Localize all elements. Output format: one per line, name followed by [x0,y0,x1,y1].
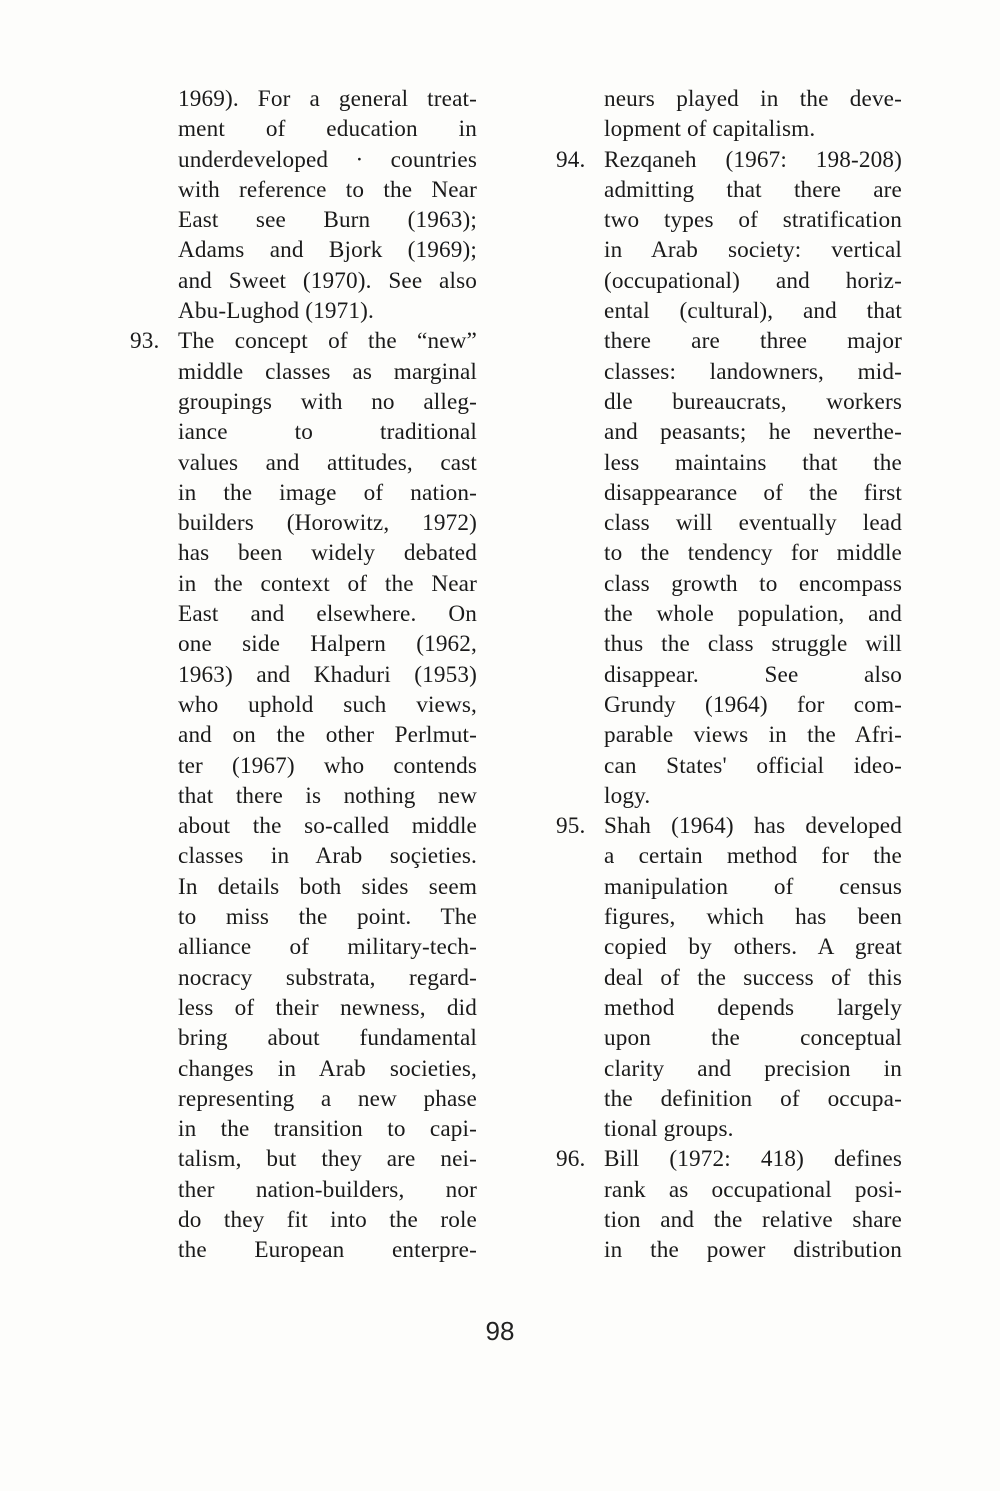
text-line [556,841,902,871]
line-text: in the context of the Near [178,570,477,597]
text-line [130,296,477,326]
note-number: 95. [556,813,586,840]
text-line [130,266,477,296]
text-line [130,569,477,599]
text-line [556,175,902,205]
line-text: talism, but they are nei- [178,1146,477,1173]
text-line [556,1023,902,1053]
text-line [130,145,477,175]
page-number: 98 [485,1316,515,1346]
text-line [556,205,902,235]
text-line [556,84,902,114]
text-line [130,357,477,387]
line-text: tional groups. [604,1116,734,1143]
line-text: to the tendency for middle [604,540,902,567]
line-text: Abu-Lughod (1971). [178,298,374,325]
line-text: iance to traditional [178,419,477,446]
text-line [130,448,477,478]
text-line [130,538,477,568]
line-text: ther nation-builders, nor [178,1176,477,1203]
text-line [556,296,902,326]
line-text: middle classes as marginal [178,358,477,385]
line-text: disappear. See also [604,661,902,688]
text-line [556,1235,902,1265]
text-line [130,1054,477,1084]
text-line [556,1114,902,1144]
text-line [130,629,477,659]
text-line [130,1205,477,1235]
text-line [556,1054,902,1084]
line-text: parable views in the Afri- [604,722,902,749]
text-line [556,417,902,447]
line-text: The concept of the “new” [178,328,477,355]
text-line [556,1144,902,1174]
line-text: 1969). For a general treat- [178,86,477,112]
text-line [130,1235,477,1265]
text-line [130,690,477,720]
line-text: a certain method for the [604,843,902,870]
line-text: underdeveloped · countries [178,146,477,173]
line-text: (occupational) and horiz- [604,267,902,294]
text-line [556,538,902,568]
text-line [556,1175,902,1205]
line-text: and on the other Perlmut- [178,722,477,749]
text-line [130,1144,477,1174]
line-text: Adams and Bjork (1969); [178,237,477,264]
line-text: Grundy (1964) for com- [604,691,902,718]
text-line [130,175,477,205]
text-line [556,387,902,417]
line-text: ental (cultural), and that [604,298,902,325]
line-text: values and attitudes, cast [178,449,477,476]
text-line [556,660,902,690]
line-text: who uphold such views, [178,691,477,718]
text-line [130,720,477,750]
line-text: logy. [604,782,651,809]
text-line [130,1084,477,1114]
text-line [130,387,477,417]
line-text: bring about fundamental [178,1025,477,1052]
line-text: figures, which has been [604,904,902,931]
text-line [130,508,477,538]
text-line [556,145,902,175]
text-line [556,448,902,478]
line-text: in the power distribution [604,1237,902,1264]
line-text: ter (1967) who contends [178,752,477,779]
line-text: do they fit into the role [178,1206,477,1233]
line-text: to miss the point. The [178,904,477,931]
text-line [556,508,902,538]
text-line [556,599,902,629]
text-line [130,932,477,962]
line-text: one side Halpern (1962, [178,631,477,658]
line-text: about the so-called middle [178,813,477,840]
line-text: East see Burn (1963); [178,207,477,234]
text-line [556,478,902,508]
line-text: ment of education in [178,116,477,143]
text-line [556,811,902,841]
line-text: upon the conceptual [604,1025,902,1052]
text-line [130,478,477,508]
line-text: rank as occupational posi- [604,1176,902,1203]
text-line [556,114,902,144]
line-text: can States' official ideo- [604,752,902,779]
line-text: neurs played in the deve- [604,86,902,112]
text-line [130,1114,477,1144]
line-text: there are three major [604,328,902,355]
line-text: in the image of nation- [178,479,477,506]
text-line [556,963,902,993]
line-text: builders (Horowitz, 1972) [178,510,477,537]
line-text: lopment of capitalism. [604,116,816,143]
text-line [556,720,902,750]
text-line [556,932,902,962]
line-text: 1963) and Khaduri (1953) [178,661,477,688]
text-line [556,690,902,720]
line-text: class growth to encompass [604,570,902,597]
text-line [556,902,902,932]
text-line [130,902,477,932]
text-line [130,660,477,690]
text-line [130,205,477,235]
text-line [556,569,902,599]
text-line [556,993,902,1023]
text-line [556,872,902,902]
text-line [556,781,902,811]
text-line [130,1023,477,1053]
line-text: tion and the relative share [604,1206,902,1233]
line-text: East and elsewhere. On [178,601,477,628]
line-text: representing a new phase [178,1085,477,1112]
line-text: dle bureaucrats, workers [604,388,902,415]
text-line [556,326,902,356]
line-text: and Sweet (1970). See also [178,267,477,294]
line-text: the European enterpre- [178,1237,477,1264]
line-text: admitting that there are [604,176,902,203]
line-text: method depends largely [604,994,902,1021]
line-text: groupings with no alleg- [178,388,477,415]
line-text: In details both sides seem [178,873,477,900]
line-text: has been widely debated [178,540,477,567]
text-line [130,235,477,265]
text-line [130,751,477,781]
line-text: deal of the success of this [604,964,902,991]
line-text: with reference to the Near [178,176,477,203]
line-text: and peasants; he neverthe- [604,419,902,446]
text-line [556,751,902,781]
text-line [130,872,477,902]
line-text: thus the class struggle will [604,631,902,658]
line-text: the whole population, and [604,601,902,628]
line-text: Rezqaneh (1967: 198-208) [604,146,902,173]
line-text: Shah (1964) has developed [604,813,902,840]
line-text: Bill (1972: 418) defines [604,1146,902,1173]
text-line [556,1205,902,1235]
text-line [130,811,477,841]
line-text: in Arab society: vertical [604,237,902,264]
line-text: classes: landowners, mid- [604,358,902,385]
text-line [556,235,902,265]
line-text: alliance of military-tech- [178,934,477,961]
line-text: two types of stratification [604,207,902,234]
line-text: in the transition to capi- [178,1116,477,1143]
line-text: nocracy substrata, regard- [178,964,477,991]
text-line [556,357,902,387]
line-text: class will eventually lead [604,510,902,537]
line-text: clarity and precision in [604,1055,902,1082]
line-text: less maintains that the [604,449,902,476]
note-number: 93. [130,328,160,355]
note-number: 96. [556,1146,586,1173]
left-column [130,84,477,1266]
text-line [556,629,902,659]
text-line [130,841,477,871]
text-line [130,993,477,1023]
right-column [556,84,902,1266]
text-line [130,114,477,144]
text-line [130,84,477,114]
line-text: less of their newness, did [178,994,477,1021]
line-text: manipulation of census [604,873,902,900]
text-line [556,1084,902,1114]
text-line [130,599,477,629]
text-line [130,963,477,993]
note-number: 94. [556,146,586,173]
line-text: classes in Arab soçieties. [178,843,477,870]
line-text: disappearance of the first [604,479,902,506]
line-text: copied by others. A great [604,934,902,961]
line-text: changes in Arab societies, [178,1055,477,1082]
line-text: the definition of occupa- [604,1085,902,1112]
text-line [130,1175,477,1205]
text-line [130,781,477,811]
text-line [556,266,902,296]
line-text: that there is nothing new [178,782,477,809]
text-line [130,417,477,447]
text-line [130,326,477,356]
